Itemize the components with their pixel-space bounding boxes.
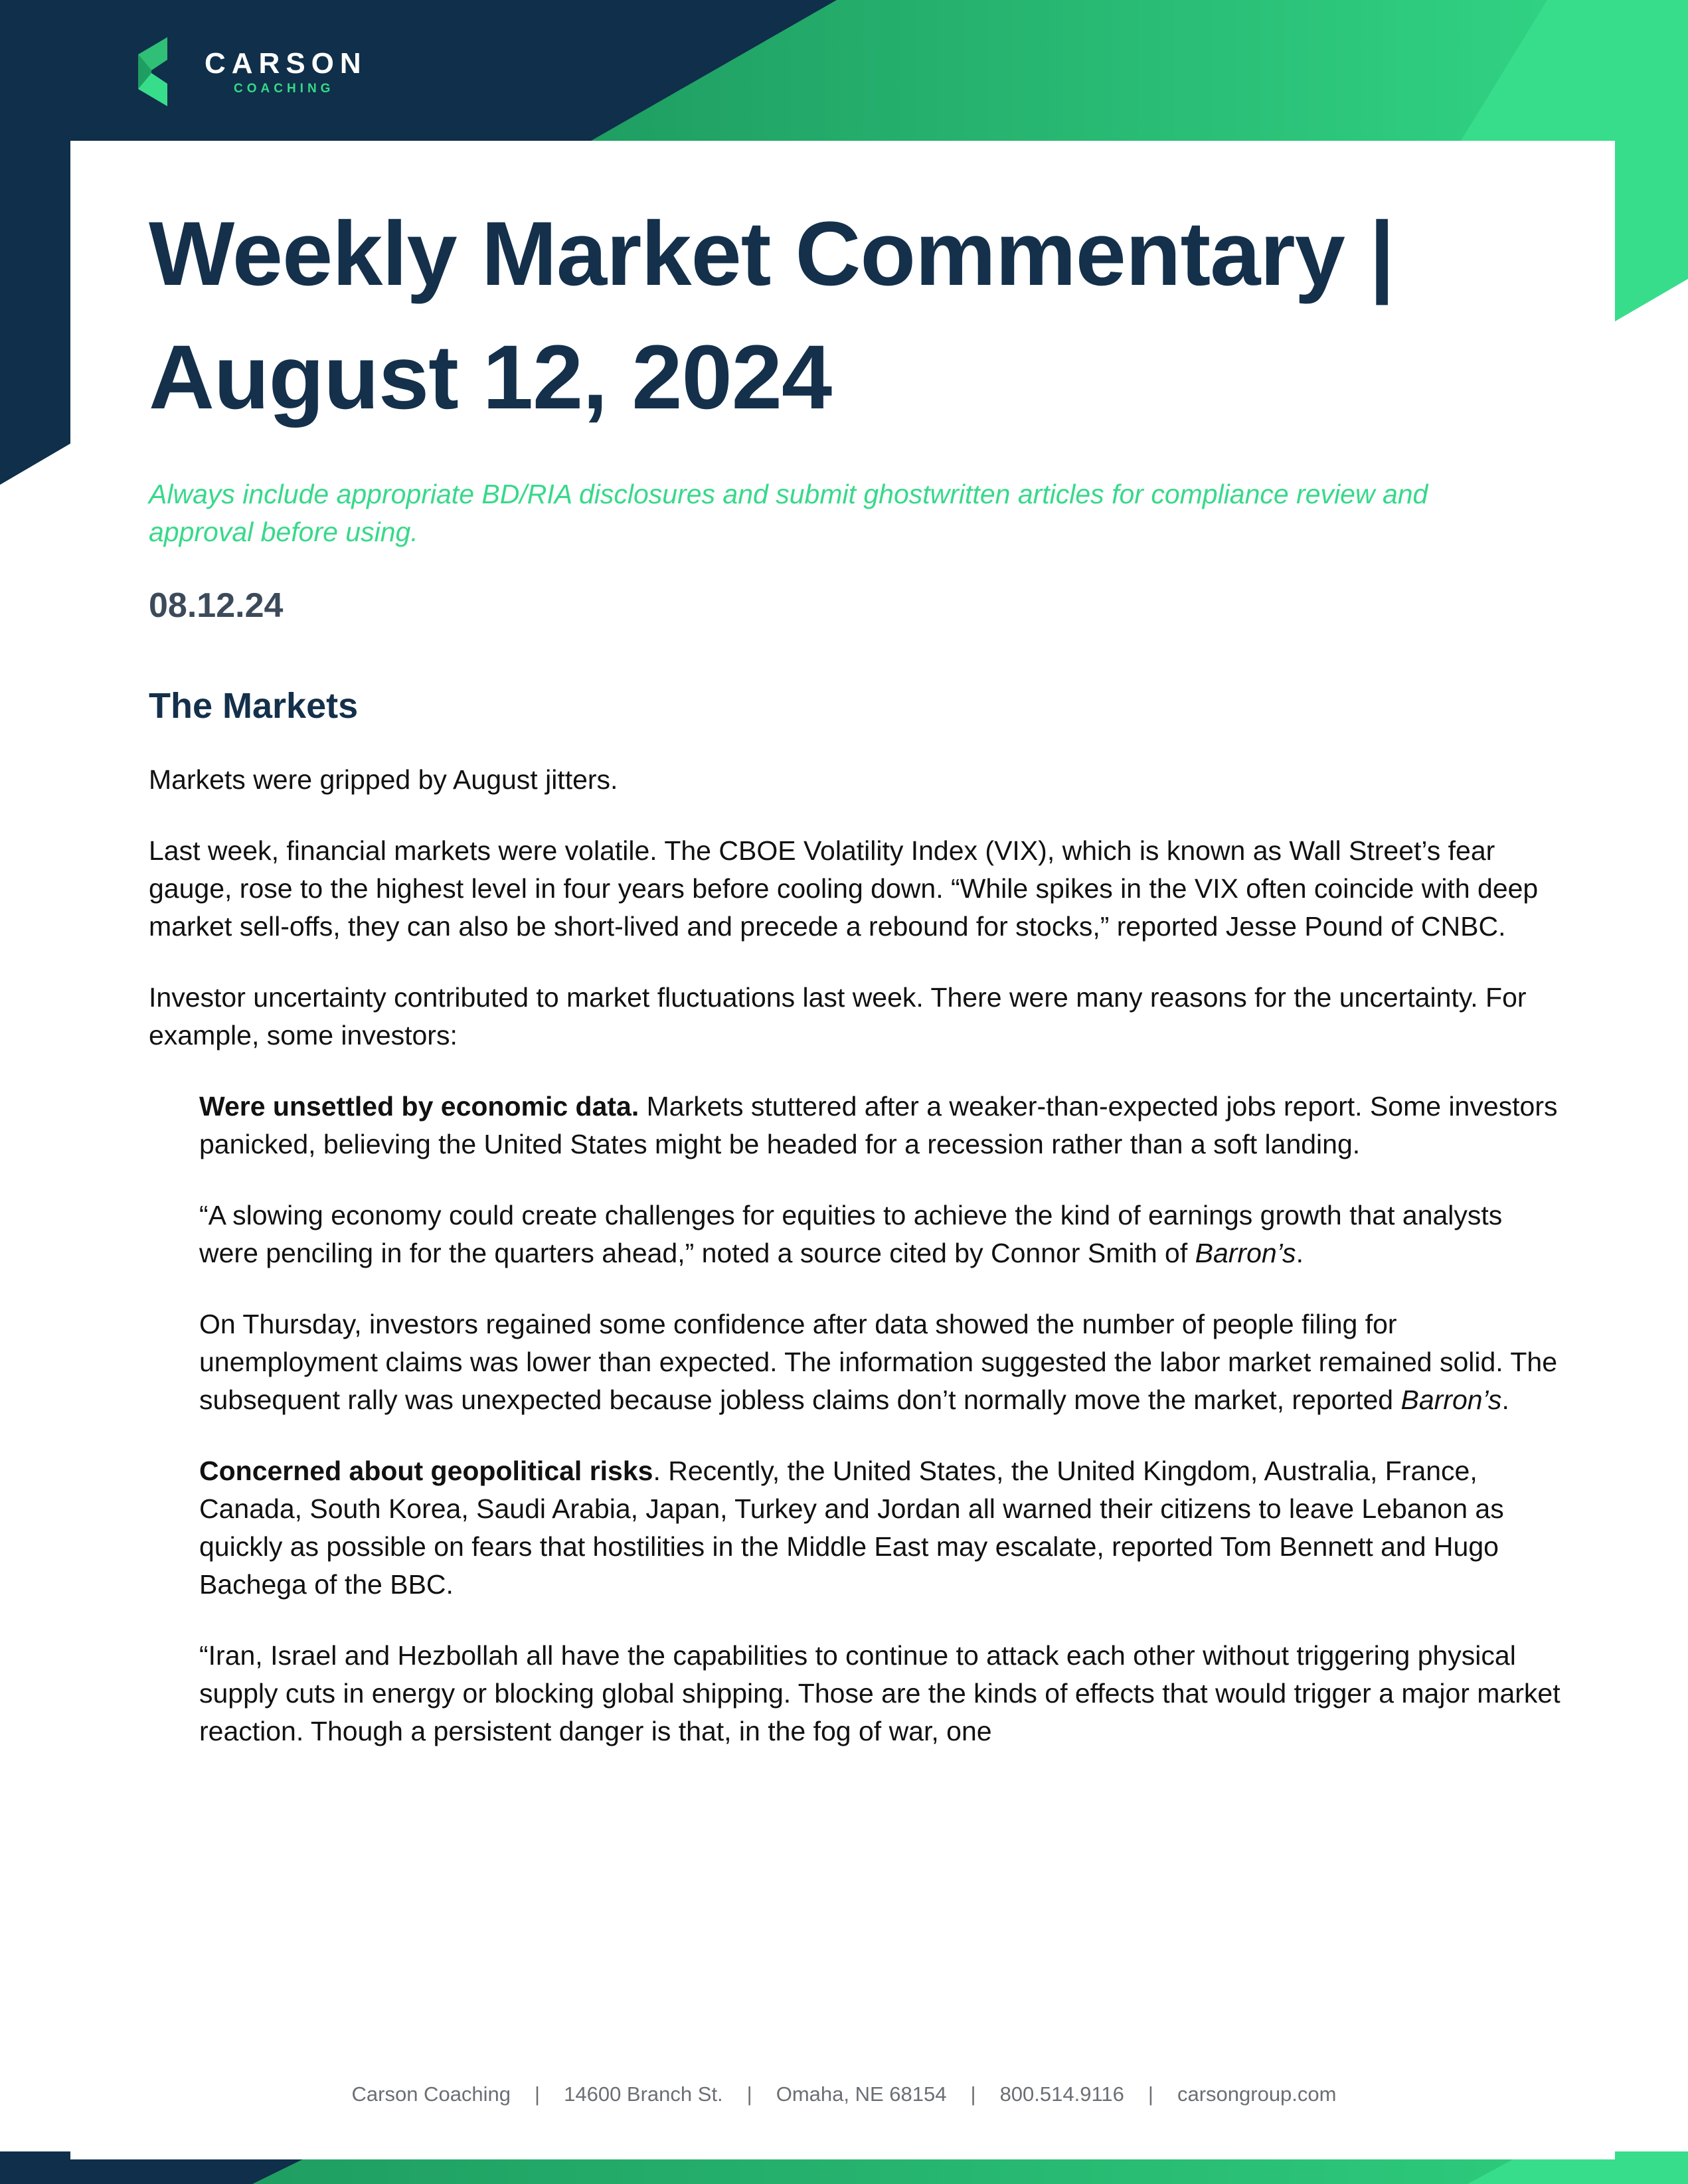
- footer-city: Omaha, NE 68154: [776, 2082, 947, 2106]
- paragraph-volatility: Last week, financial markets were volatile. The CBOE Volatility Index (VIX), which is known as Wall Street’s fear gauge, rose to the highest level in four years before cooling down. “While spikes in the VIX often coincide with deep market sell-offs, they can also be short-lived and precede a rebound for stocks,” reported Jesse Pound of CNBC.: [149, 835, 1539, 942]
- quote-iran-israel: “Iran, Israel and Hezbollah all have the capabilities to continue to attack each other without triggering physical supply cuts in energy or blocking global shipping. Those are the kinds of effects that would trigger a major market reaction. Though a persistent danger is that, in the fog of war, one: [199, 1640, 1561, 1746]
- paragraph-jobless-claims: [199, 1305, 1561, 1419]
- source-barrons-2: Barron’s: [1400, 1385, 1502, 1415]
- bullet-economic-data: [199, 1088, 1561, 1163]
- carson-coaching-logo: [138, 37, 367, 106]
- footer-separator: |: [1147, 2082, 1153, 2106]
- paragraph-intro: Markets were gripped by August jitters.: [149, 764, 618, 795]
- bullet-geopolitical-risks-text: . Recently, the United States, the United Kingdom, Australia, France, Canada, South Korea, Saudi Arabia, Japan, Turkey and Jordan all warned their citizens to leave Lebanon as quickly as possible on fears that hostilities in the Middle East may escalate, reported Tom Bennett and Hugo Bachega of the BBC.: [199, 1456, 1504, 1600]
- footer-company: Carson Coaching: [351, 2082, 511, 2106]
- footer-phone: 800.514.9116: [999, 2082, 1124, 2106]
- section-heading: The Markets: [149, 686, 359, 726]
- quote-slowing-economy-end: .: [1296, 1238, 1304, 1268]
- logo-wordmark: [205, 46, 367, 96]
- bullet-geopolitical-risks: [199, 1452, 1561, 1604]
- bullet-economic-data-lead: Were unsettled by economic data.: [199, 1091, 639, 1122]
- right-green-diagonal: [1615, 141, 1688, 321]
- paragraph-uncertainty: Investor uncertainty contributed to market fluctuations last week. There were many reasons for the uncertainty. For example, some investors:: [149, 982, 1527, 1050]
- paragraph-jobless-claims-text: On Thursday, investors regained some confidence after data showed the number of people filing for unemployment claims was lower than expected. The information suggested the labor market remained solid. The subsequent rally was unexpected because jobless claims don’t normally move the market, reported: [199, 1309, 1557, 1415]
- left-navy-diagonal: [0, 141, 70, 485]
- quote-slowing-economy: [199, 1197, 1561, 1272]
- compliance-disclaimer: Always include appropriate BD/RIA disclosures and submit ghostwritten articles for compliance review and approval before using.: [149, 479, 1428, 547]
- source-barrons: Barron’s: [1195, 1238, 1296, 1268]
- footer-website[interactable]: carsongroup.com: [1177, 2082, 1337, 2106]
- logo-sub: COACHING: [234, 81, 335, 96]
- logo-name: CARSON: [205, 46, 367, 80]
- main-content: [149, 193, 1561, 1750]
- bullet-geopolitical-risks-lead: Concerned about geopolitical risks: [199, 1456, 653, 1486]
- bullet-economic-data-text: Markets stuttered after a weaker-than-expected jobs report. Some investors panicked, believing the United States might be headed for a recession rather than a soft landing.: [199, 1091, 1558, 1159]
- footer-separator: |: [970, 2082, 976, 2106]
- carson-chevron-logo-icon: [138, 37, 179, 106]
- quote-slowing-economy-text: “A slowing economy could create challenges for equities to achieve the kind of earnings growth that analysts were penciling in for the quarters ahead,” noted a source cited by Connor Smith of: [199, 1200, 1503, 1268]
- footer-separator: |: [535, 2082, 541, 2106]
- footer-separator: |: [746, 2082, 752, 2106]
- page-footer: [0, 2081, 1688, 2108]
- footer-address: 14600 Branch St.: [564, 2082, 723, 2106]
- publish-date: 08.12.24: [149, 586, 284, 625]
- paragraph-jobless-claims-end: .: [1501, 1385, 1509, 1415]
- page-title: Weekly Market Commentary | August 12, 2024: [149, 203, 1394, 428]
